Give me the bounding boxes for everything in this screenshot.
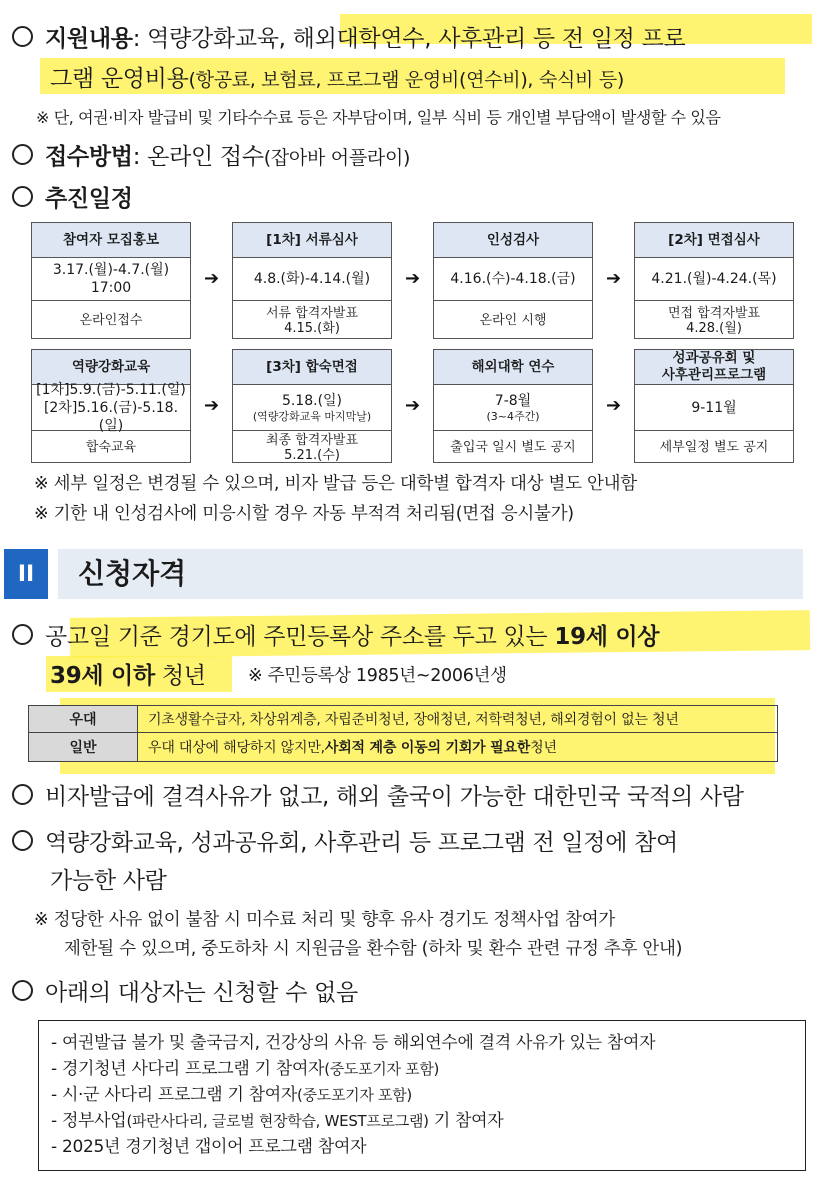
participation-line-1: 역량강화교육, 성과공유회, 사후관리 등 프로그램 전 일정에 참여 (12, 826, 678, 860)
list-item: - 여권발급 불가 및 출국금지, 건강상의 사유 등 해외연수에 결격 사유가 있는 참여자 (51, 1033, 656, 1053)
support-line-1: 지원내용: 역량강화교육, 해외대학연수, 사후관리 등 전 일정 프로 (12, 22, 685, 56)
application-line: 접수방법: 온라인 접수(잡아바 어플라이) (12, 140, 410, 175)
visa-condition: 비자발급에 결격사유가 없고, 해외 출국이 가능한 대한민국 국적의 사람 (12, 780, 744, 814)
arrow-right-icon: ➔ (405, 268, 421, 289)
participation-line-2: 가능한 사람 (50, 868, 167, 894)
eligibility-line-1: 공고일 기준 경기도에 주민등록상 주소를 두고 있는 19세 이상 (12, 620, 659, 654)
arrow-right-icon: ➔ (405, 395, 421, 416)
schedule-step-final-interview: [3차] 합숙면접 5.18.(일) (역량강화교육 마지막날) 최종 합격자발표 5.21.(수) (232, 349, 392, 463)
arrow-right-icon: ➔ (606, 268, 622, 289)
schedule-step-followup: 성과공유회 및 사후관리프로그램 9-11월 세부일정 별도 공지 (634, 349, 794, 463)
eligibility-line-2: 39세 이하 청년 (50, 663, 206, 689)
list-item: - 정부사업(파란사다리, 글로벌 현장학습, WEST프로그램) 기 참여자 (51, 1111, 504, 1131)
schedule-note-2: ※ 기한 내 인성검사에 미응시할 경우 자동 부적격 처리됨(면접 응시불가) (34, 504, 574, 524)
schedule-step-personality-test: 인성검사 4.16.(수)-4.18.(금) 온라인 시행 (433, 222, 593, 339)
section-number: II (4, 549, 48, 599)
exclusion-title: 아래의 대상자는 신청할 수 없음 (12, 976, 358, 1010)
circle-bullet-icon (12, 624, 33, 645)
eligibility-table-row-general: 일반 우대 대상에 해당하지 않지만, 사회적 계층 이동의 기회가 필요한 청년 (28, 732, 778, 762)
support-line-2: 그램 운영비용(항공료, 보험료, 프로그램 운영비(연수비), 숙식비 등) (50, 66, 624, 92)
circle-bullet-icon (12, 980, 33, 1001)
support-text: 역량강화교육, 해외대학연수, 사후관리 등 전 일정 프로 (140, 26, 686, 52)
participation-note-2: 제한될 수 있으며, 중도하차 시 지원금을 환수함 (하차 및 환수 관련 규정 추후 안내) (64, 939, 683, 959)
arrow-right-icon: ➔ (204, 395, 220, 416)
eligibility-table-row-priority: 우대 기초생활수급자, 차상위계층, 자립준비청년, 장애청년, 저학력청년, 해외경험이 없는 청년 (28, 705, 778, 733)
schedule-step-document-review: [1차] 서류심사 4.8.(화)-4.14.(월) 서류 합격자발표 4.15.(화) (232, 222, 392, 339)
support-note: ※ 단, 여권·비자 발급비 및 기타수수료 등은 자부담이며, 일부 식비 등 개인별 부담액이 발생할 수 있음 (36, 108, 721, 127)
arrow-right-icon: ➔ (606, 395, 622, 416)
schedule-step-overseas-study: 해외대학 연수 7-8월 (3~4주간) 출입국 일시 별도 공지 (433, 349, 593, 463)
schedule-step-interview: [2차] 면접심사 4.21.(월)-4.24.(목) 면접 합격자발표 4.28.(월) (634, 222, 794, 339)
list-item: - 경기청년 사다리 프로그램 기 참여자(중도포기자 포함) (51, 1059, 440, 1079)
schedule-step-recruit: 참여자 모집홍보 3.17.(월)-4.7.(월) 17:00 온라인접수 (31, 222, 191, 339)
participation-note-1: ※ 정당한 사유 없이 불참 시 미수료 처리 및 향후 유사 경기도 정책사업 참여가 (34, 910, 615, 930)
circle-bullet-icon (12, 186, 33, 207)
circle-bullet-icon (12, 26, 33, 47)
schedule-step-training: 역량강화교육 [1차]5.9.(금)-5.11.(일) [2차]5.16.(금)-5.18.(일) 합숙교육 (31, 349, 191, 463)
circle-bullet-icon (12, 830, 33, 851)
list-item: - 시·군 사다리 프로그램 기 참여자(중도포기자 포함) (51, 1085, 412, 1105)
section-title: 신청자격 (78, 557, 187, 590)
arrow-right-icon: ➔ (204, 268, 220, 289)
circle-bullet-icon (12, 784, 33, 805)
list-item: - 2025년 경기청년 갭이어 프로그램 참여자 (51, 1137, 367, 1157)
support-label: 지원내용 (45, 26, 133, 52)
exclusion-list (38, 1020, 806, 1171)
eligibility-age-note: ※ 주민등록상 1985년~2006년생 (248, 666, 507, 686)
schedule-note-1: ※ 세부 일정은 변경될 수 있으며, 비자 발급 등은 대학별 합격자 대상 별도 안내함 (34, 474, 637, 494)
circle-bullet-icon (12, 144, 33, 165)
schedule-title: 추진일정 (12, 182, 133, 216)
